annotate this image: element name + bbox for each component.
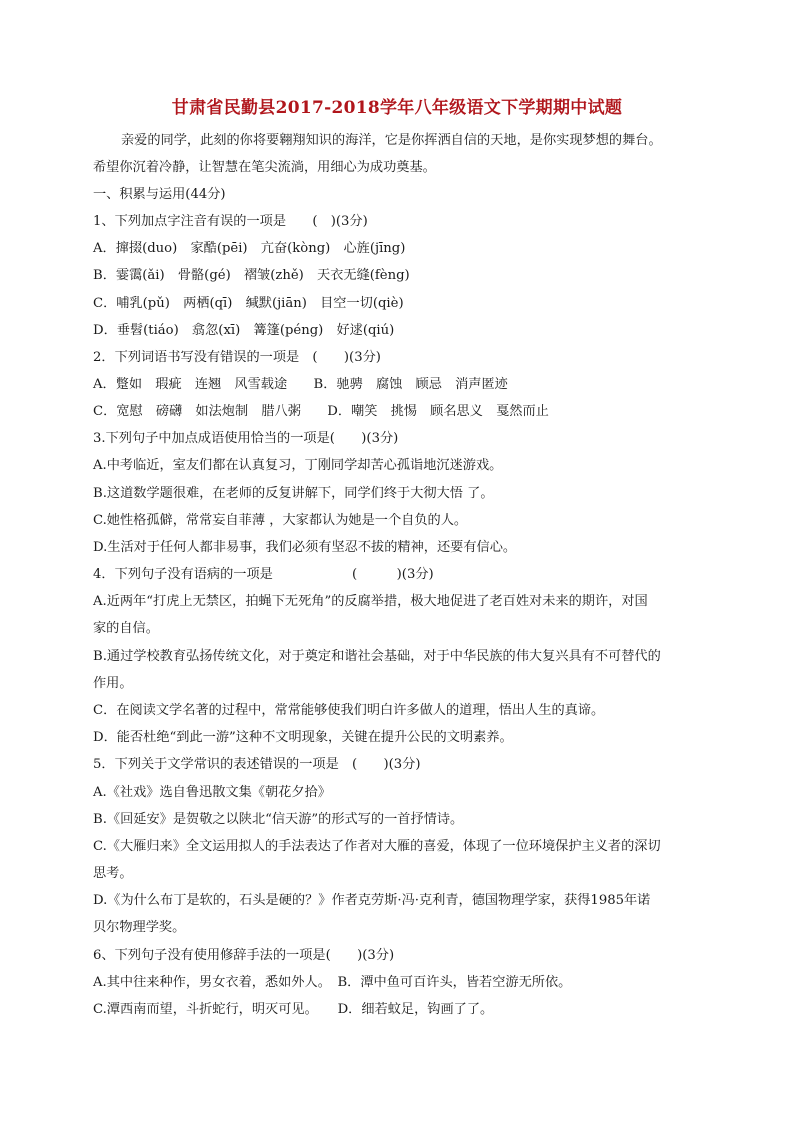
question-line: 5．下列关于文学常识的表述错误的一项是 ( )(3分)	[93, 757, 421, 772]
option-line: B．霎霭(ǎi) 骨骼(gé) 褶皱(zhě) 天衣无缝(fèng)	[93, 268, 410, 283]
option-line: C.潭西南而望，斗折蛇行，明灭可见。 D．细若蚊足，钩画了了。	[93, 1002, 494, 1017]
option-line: B.这道数学题很难，在老师的反复讲解下，同学们终于大彻大悟 了。	[93, 486, 494, 501]
option-line: 贝尔物理学奖。	[93, 920, 186, 935]
option-line: D.《为什么布丁是软的，石头是硬的？》作者克劳斯·冯·克利青，德国物理学家，获得1985年诺	[93, 893, 651, 908]
option-line: A.《社戏》选自鲁迅散文集《朝花夕拾》	[93, 785, 331, 800]
intro-line: 亲爱的同学，此刻的你将要翱翔知识的海洋，它是你挥洒自信的天地，是你实现梦想的舞台。	[121, 133, 662, 148]
question-line: 2．下列词语书写没有错误的一项是 ( )(3分)	[93, 350, 381, 365]
option-line: C.她性格孤僻，常常妄自菲薄 ，大家都认为她是一个自负的人。	[93, 513, 468, 528]
option-line: B.通过学校教育弘扬传统文化，对于奠定和谐社会基础，对于中华民族的伟大复兴具有不可替代的	[93, 649, 661, 664]
option-line: A．撺掇(duo) 家酷(pēi) 亢奋(kòng) 心旌(jīng)	[93, 241, 406, 256]
option-line: A．蹩如 瑕疵 连翘 风雪载途 B．驰骋 腐蚀 顾忌 消声匿迹	[93, 377, 508, 392]
option-line: 家的自信。	[93, 621, 159, 636]
question-line: 6、下列句子没有使用修辞手法的一项是( )(3分)	[93, 948, 395, 963]
option-line: D．垂髫(tiáo) 翕忽(xī) 篝篷(péng) 好逑(qiú)	[93, 323, 395, 338]
option-line: 作用。	[93, 676, 133, 691]
exam-title: 甘肃省民勤县2017-2018学年八年级语文下学期期中试题	[171, 98, 623, 118]
section-heading: 一、积累与运用(44分)	[93, 187, 226, 202]
question-line: 3.下列句子中加点成语使用恰当的一项是( )(3分)	[93, 431, 399, 446]
option-line: B.《回延安》是贺敬之以陕北“信天游”的形式写的一首抒情诗。	[93, 812, 464, 827]
option-line: 思考。	[93, 866, 133, 881]
question-line: 1、下列加点字注音有误的一项是 ( )(3分)	[93, 214, 368, 229]
option-line: C．宽慰 磅礴 如法炮制 腊八粥 D．嘲笑 挑惕 顾名思义 戛然而止	[93, 404, 549, 419]
option-line: A.近两年“打虎上无禁区，拍蝇下无死角”的反腐举措，极大地促进了老百姓对未来的期许，对国	[93, 594, 648, 609]
option-line: D．能否杜绝“到此一游”这种不文明现象，关键在提升公民的文明素养。	[93, 730, 513, 745]
intro-line: 希望你沉着冷静，让智慧在笔尖流淌，用细心为成功奠基。	[93, 160, 436, 175]
option-line: C.《大雁归来》全文运用拟人的手法表达了作者对大雁的喜爱，体现了一位环境保护主义者的深切	[93, 839, 661, 854]
option-line: A.中考临近，室友们都在认真复习，丁刚同学却苦心孤诣地沉迷游戏。	[93, 458, 503, 473]
option-line: D.生活对于任何人都非易事，我们必须有坚忍不拔的精神，还要有信心。	[93, 540, 517, 555]
option-line: A.其中往来种作，男女衣着，悉如外人。 B．潭中鱼可百许头，皆若空游无所依。	[93, 975, 572, 990]
question-line: 4．下列句子没有语病的一项是 ( )(3分)	[93, 567, 434, 582]
option-line: C．哺乳(pǔ) 两栖(qī) 缄默(jiān) 目空一切(qiè)	[93, 296, 404, 311]
option-line: C．在阅读文学名著的过程中，常常能够使我们明白许多做人的道理，悟出人生的真谛。	[93, 703, 605, 718]
